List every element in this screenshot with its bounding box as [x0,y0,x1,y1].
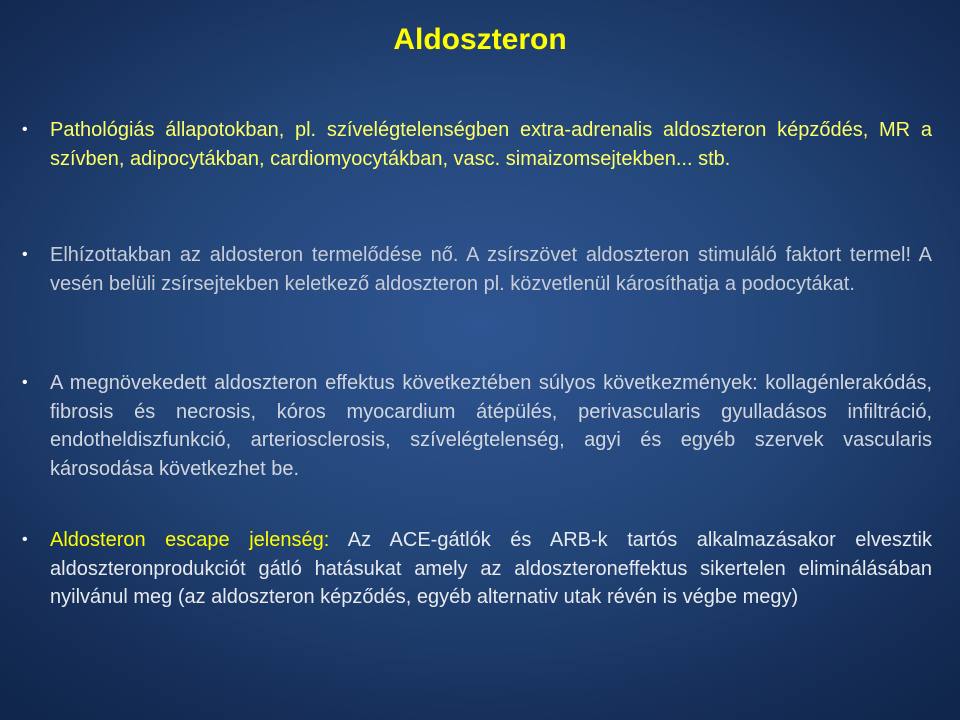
bullet-text: A megnövekedett aldoszteron effektus következtében súlyos következmények: kollagénlerakódás, fibrosis és necrosis, kóros myocardium átépülés, perivascularis gyulladásos infiltráció, endotheldiszfunkció, arteriosclerosis, szívelégtelenség, agyi és egyéb szervek vascularis károsodása következhet be. [50,372,932,480]
bullet-text: Elhízottakban az aldosteron termelődése nő. A zsírszövet aldoszteron stimuláló faktort termel! A vesén belüli zsírsejtekben keletkező aldoszteron pl. közvetlenül károsíthatja a podocytákat. [50,244,932,295]
bullet-consequences [50,369,932,483]
bullet-extra-adrenal [50,116,932,173]
bullet-obesity [50,241,932,298]
bullet-text: Az ACE-gátlók és ARB-k tartós alkalmazásakor elvesztik aldoszteronprodukciót gátló hatásukat amely az aldoszteroneffektus sikertelen eliminálásában nyilvánul meg (az aldoszteron képződés, egyéb alternativ utak révén is végbe megy) [50,529,932,608]
bullet-text: Pathológiás állapotokban, pl. szívelégtelenségben extra-adrenalis aldoszteron képződés, MR a szívben, adipocytákban, cardiomyocytákban, vasc. simaizomsejtekben... stb. [50,119,932,170]
bullet-escape [50,526,932,612]
slide-title: Aldoszteron [393,23,567,56]
bullet-label: Aldosteron escape jelenség: [50,529,330,551]
